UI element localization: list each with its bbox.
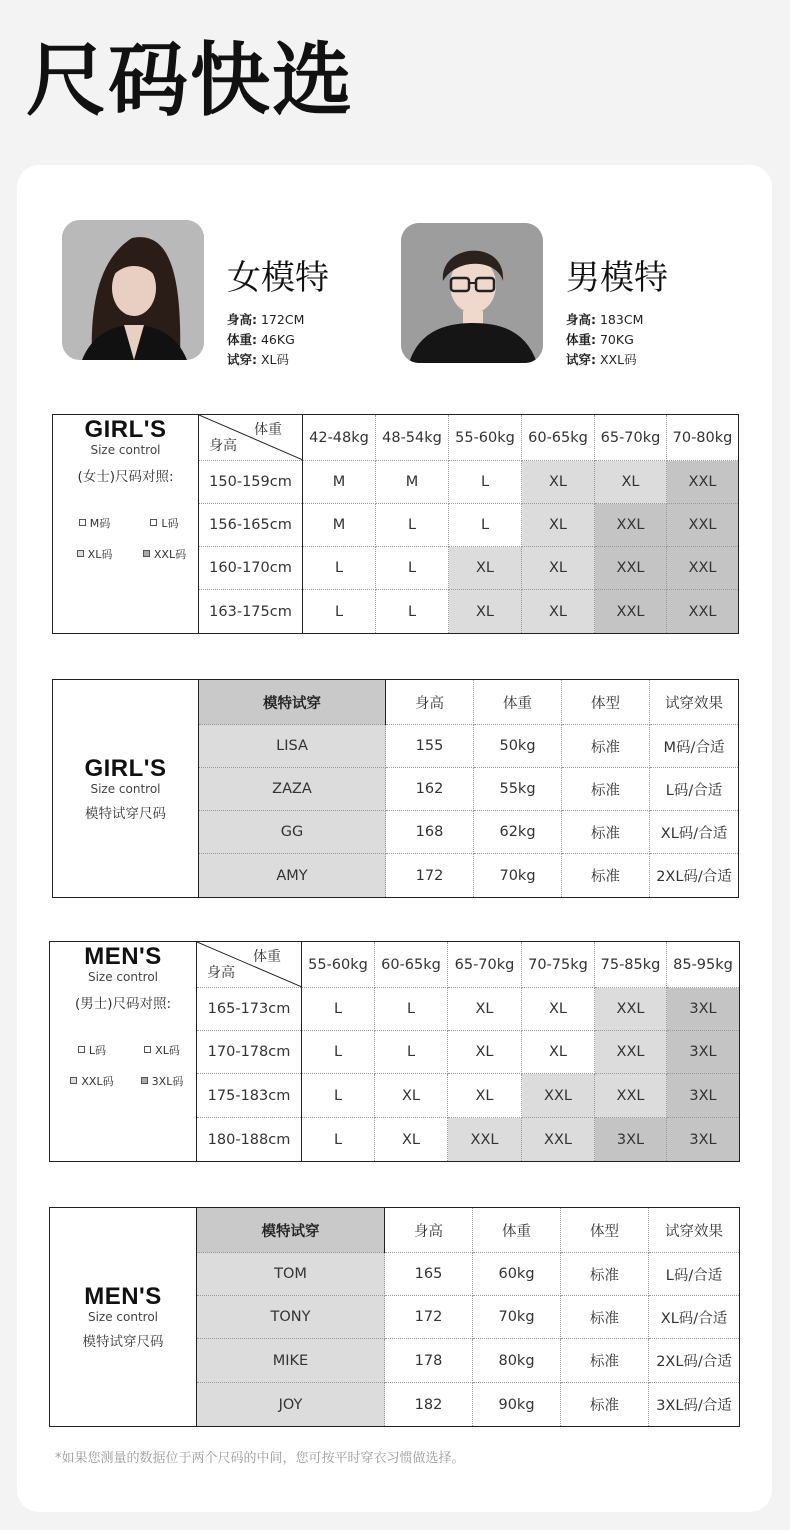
table-cell: 62kg bbox=[474, 811, 562, 854]
table-cell: 172 bbox=[386, 854, 474, 898]
size-cell: L bbox=[449, 504, 522, 547]
size-cell: M bbox=[376, 461, 449, 504]
size-cell: XL bbox=[522, 547, 595, 590]
table-cell: 标准 bbox=[561, 1383, 649, 1427]
weight-header: 65-70kg bbox=[595, 415, 667, 461]
legend-item: XL码 bbox=[131, 1042, 193, 1058]
mens-size-note: (男士)尺码对照: bbox=[74, 996, 172, 1012]
table-cell: 80kg bbox=[473, 1339, 561, 1383]
column-header: 模特试穿 bbox=[199, 680, 386, 725]
table-cell: 2XL码/合适 bbox=[649, 1339, 740, 1383]
size-cell: XL bbox=[375, 1074, 448, 1118]
table-cell: 165 bbox=[385, 1253, 473, 1296]
weight-header: 75-85kg bbox=[595, 942, 667, 988]
column-header: 体重 bbox=[474, 680, 562, 725]
female-try-label: 试穿: bbox=[227, 352, 257, 367]
size-cell: XXL bbox=[522, 1074, 595, 1118]
male-weight: 70KG bbox=[599, 332, 634, 347]
column-header: 体重 bbox=[473, 1208, 561, 1253]
table-cell: M码/合适 bbox=[650, 725, 739, 768]
size-cell: XL bbox=[448, 1031, 522, 1074]
table-cell: 3XL码/合适 bbox=[649, 1383, 740, 1427]
weight-header: 55-60kg bbox=[449, 415, 522, 461]
size-cell: XXL bbox=[667, 590, 739, 634]
table-cell: XL码/合适 bbox=[649, 1296, 740, 1339]
size-cell: M bbox=[303, 504, 376, 547]
size-cell: 3XL bbox=[667, 1031, 740, 1074]
male-model-photo bbox=[401, 223, 543, 363]
mens-models-brand-sub: Size control bbox=[87, 1310, 159, 1324]
size-cell: XL bbox=[449, 590, 522, 634]
female-height: 172CM bbox=[260, 312, 305, 327]
size-cell: 3XL bbox=[667, 988, 740, 1031]
mens-size-side bbox=[50, 942, 197, 1162]
model-name-cell: TOM bbox=[197, 1253, 385, 1296]
mens-models-side bbox=[50, 1208, 197, 1427]
model-name-cell: GG bbox=[199, 811, 386, 854]
size-cell: L bbox=[375, 988, 448, 1031]
mens-models-note: 模特试穿尺码 bbox=[82, 1334, 164, 1350]
female-model-stats bbox=[227, 310, 304, 370]
table-cell: 标准 bbox=[561, 1339, 649, 1383]
weight-header: 55-60kg bbox=[302, 942, 375, 988]
height-cell: 160-170cm bbox=[199, 547, 303, 590]
legend-item: XXL码 bbox=[134, 546, 196, 562]
table-cell: 178 bbox=[385, 1339, 473, 1383]
dark-swatch-icon bbox=[143, 550, 150, 557]
table-cell: L码/合适 bbox=[650, 768, 739, 811]
table-cell: L码/合适 bbox=[649, 1253, 740, 1296]
female-weight-label: 体重: bbox=[227, 332, 257, 347]
height-cell: 150-159cm bbox=[199, 461, 303, 504]
table-cell: 标准 bbox=[562, 725, 650, 768]
column-header: 身高 bbox=[385, 1208, 473, 1253]
girls-models-side bbox=[53, 680, 199, 898]
height-cell: 170-178cm bbox=[197, 1031, 302, 1074]
table-cell: 标准 bbox=[562, 854, 650, 898]
male-height-label: 身高: bbox=[566, 312, 596, 327]
size-card bbox=[17, 165, 772, 1512]
table-cell: 168 bbox=[386, 811, 474, 854]
size-cell: L bbox=[302, 988, 375, 1031]
size-cell: XXL bbox=[667, 547, 739, 590]
girls-models-brand-sub: Size control bbox=[90, 781, 161, 796]
corner-cell: 体重 身高 bbox=[199, 415, 303, 461]
weight-header: 60-65kg bbox=[522, 415, 595, 461]
size-cell: XL bbox=[522, 504, 595, 547]
weight-header: 48-54kg bbox=[376, 415, 449, 461]
girls-models-note: 模特试穿尺码 bbox=[85, 805, 166, 822]
girls-size-note: (女士)尺码对照: bbox=[77, 469, 174, 485]
size-cell: XL bbox=[522, 1031, 595, 1074]
table-cell: 70kg bbox=[474, 854, 562, 898]
column-header: 体型 bbox=[562, 680, 650, 725]
mens-legend bbox=[53, 1042, 193, 1089]
legend-item: M码 bbox=[56, 515, 134, 531]
white-swatch-icon bbox=[150, 519, 157, 526]
weight-header: 70-80kg bbox=[667, 415, 739, 461]
size-cell: L bbox=[303, 547, 376, 590]
height-cell: 165-173cm bbox=[197, 988, 302, 1031]
female-height-label: 身高: bbox=[227, 312, 257, 327]
table-cell: 55kg bbox=[474, 768, 562, 811]
model-name-cell: TONY bbox=[197, 1296, 385, 1339]
size-cell: L bbox=[376, 547, 449, 590]
size-cell: XXL bbox=[595, 547, 667, 590]
table-cell: 50kg bbox=[474, 725, 562, 768]
male-try: XXL码 bbox=[599, 352, 637, 367]
size-cell: L bbox=[449, 461, 522, 504]
girls-legend bbox=[56, 515, 196, 562]
size-cell: 3XL bbox=[667, 1074, 740, 1118]
table-cell: 182 bbox=[385, 1383, 473, 1427]
girls-models-table bbox=[52, 679, 739, 898]
table-cell: 2XL码/合适 bbox=[650, 854, 739, 898]
size-cell: XXL bbox=[595, 988, 667, 1031]
legend-item: L码 bbox=[53, 1042, 131, 1058]
size-cell: 3XL bbox=[595, 1118, 667, 1162]
size-cell: 3XL bbox=[667, 1118, 740, 1162]
corner-cell: 体重 身高 bbox=[197, 942, 302, 988]
female-model-name: 女模特 bbox=[227, 258, 329, 298]
size-cell: XXL bbox=[595, 1031, 667, 1074]
mens-brand: MEN'S bbox=[84, 943, 162, 970]
weight-header: 60-65kg bbox=[375, 942, 448, 988]
page-title: 尺码快选 bbox=[26, 33, 354, 127]
weight-header: 65-70kg bbox=[448, 942, 522, 988]
legend-item: XXL码 bbox=[53, 1073, 131, 1089]
table-cell: 155 bbox=[386, 725, 474, 768]
footnote: *如果您测量的数据位于两个尺码的中间，您可按平时穿衣习惯做选择。 bbox=[55, 1451, 465, 1466]
model-name-cell: AMY bbox=[199, 854, 386, 898]
male-weight-label: 体重: bbox=[566, 332, 596, 347]
height-cell: 163-175cm bbox=[199, 590, 303, 634]
girls-brand: GIRL'S bbox=[84, 416, 167, 443]
height-cell: 156-165cm bbox=[199, 504, 303, 547]
size-cell: L bbox=[376, 590, 449, 634]
size-cell: M bbox=[303, 461, 376, 504]
column-header: 身高 bbox=[386, 680, 474, 725]
size-cell: L bbox=[375, 1031, 448, 1074]
white-swatch-icon bbox=[79, 519, 86, 526]
column-header: 模特试穿 bbox=[197, 1208, 385, 1253]
mens-size-table bbox=[49, 941, 740, 1162]
column-header: 体型 bbox=[561, 1208, 649, 1253]
weight-header: 85-95kg bbox=[667, 942, 740, 988]
size-cell: XXL bbox=[667, 461, 739, 504]
size-cell: XXL bbox=[448, 1118, 522, 1162]
table-cell: 90kg bbox=[473, 1383, 561, 1427]
height-cell: 175-183cm bbox=[197, 1074, 302, 1118]
dark-swatch-icon bbox=[141, 1077, 148, 1084]
legend-item: L码 bbox=[134, 515, 196, 531]
weight-header: 42-48kg bbox=[303, 415, 376, 461]
table-cell: XL码/合适 bbox=[650, 811, 739, 854]
legend-item: 3XL码 bbox=[131, 1073, 193, 1089]
size-cell: XL bbox=[522, 461, 595, 504]
table-cell: 172 bbox=[385, 1296, 473, 1339]
model-name-cell: LISA bbox=[199, 725, 386, 768]
size-cell: XXL bbox=[522, 1118, 595, 1162]
weight-header: 70-75kg bbox=[522, 942, 595, 988]
size-cell: XL bbox=[522, 988, 595, 1031]
table-cell: 60kg bbox=[473, 1253, 561, 1296]
size-cell: XL bbox=[448, 1074, 522, 1118]
girls-size-table bbox=[52, 414, 739, 634]
mens-models-table bbox=[49, 1207, 740, 1427]
size-cell: L bbox=[303, 590, 376, 634]
size-cell: XL bbox=[375, 1118, 448, 1162]
girls-brand-sub: Size control bbox=[90, 443, 161, 457]
model-name-cell: JOY bbox=[197, 1383, 385, 1427]
light-swatch-icon bbox=[77, 550, 84, 557]
girls-size-side bbox=[53, 415, 199, 634]
size-cell: XXL bbox=[595, 590, 667, 634]
table-cell: 162 bbox=[386, 768, 474, 811]
size-cell: L bbox=[376, 504, 449, 547]
female-model-photo bbox=[62, 220, 204, 360]
size-cell: XL bbox=[448, 988, 522, 1031]
legend-item: XL码 bbox=[56, 546, 134, 562]
size-cell: XXL bbox=[595, 1074, 667, 1118]
male-model-name: 男模特 bbox=[566, 258, 668, 298]
size-cell: XXL bbox=[595, 504, 667, 547]
model-name-cell: MIKE bbox=[197, 1339, 385, 1383]
white-swatch-icon bbox=[144, 1046, 151, 1053]
female-weight: 46KG bbox=[260, 332, 295, 347]
male-height: 183CM bbox=[599, 312, 644, 327]
column-header: 试穿效果 bbox=[649, 1208, 740, 1253]
column-header: 试穿效果 bbox=[650, 680, 739, 725]
model-name-cell: ZAZA bbox=[199, 768, 386, 811]
male-try-label: 试穿: bbox=[566, 352, 596, 367]
size-cell: L bbox=[302, 1074, 375, 1118]
female-try: XL码 bbox=[260, 352, 290, 367]
size-cell: XL bbox=[522, 590, 595, 634]
table-cell: 标准 bbox=[561, 1296, 649, 1339]
male-model-stats bbox=[566, 310, 643, 370]
mens-models-brand: MEN'S bbox=[84, 1283, 162, 1310]
table-cell: 标准 bbox=[562, 811, 650, 854]
table-cell: 标准 bbox=[562, 768, 650, 811]
size-cell: L bbox=[302, 1031, 375, 1074]
size-cell: XL bbox=[595, 461, 667, 504]
table-cell: 标准 bbox=[561, 1253, 649, 1296]
height-cell: 180-188cm bbox=[197, 1118, 302, 1162]
table-cell: 70kg bbox=[473, 1296, 561, 1339]
white-swatch-icon bbox=[78, 1046, 85, 1053]
light-swatch-icon bbox=[70, 1077, 77, 1084]
mens-brand-sub: Size control bbox=[87, 970, 159, 984]
size-cell: XL bbox=[449, 547, 522, 590]
size-cell: L bbox=[302, 1118, 375, 1162]
girls-models-brand: GIRL'S bbox=[84, 754, 167, 782]
size-cell: XXL bbox=[667, 504, 739, 547]
